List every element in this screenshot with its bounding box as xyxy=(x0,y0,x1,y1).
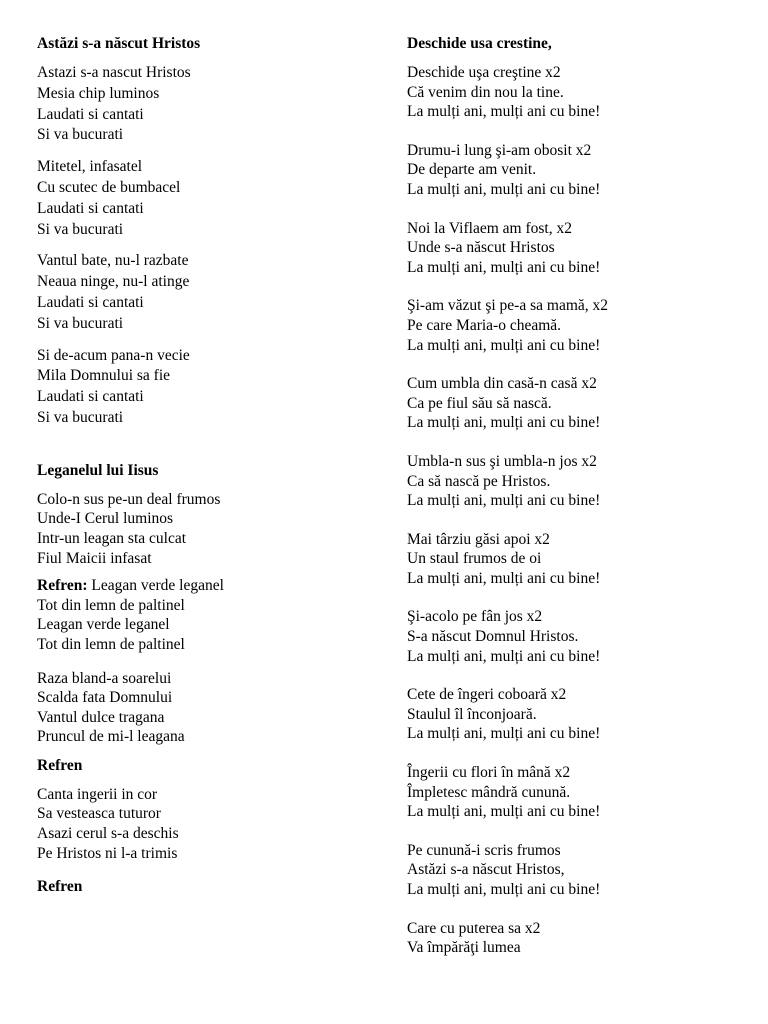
lyric-line: Cum umbla din casă-n casă x2 xyxy=(407,375,597,393)
right-column xyxy=(407,33,747,958)
lyric-line: Pe cunună-i scris frumos xyxy=(407,841,561,859)
lyric-line: Pruncul de mi-l leagana xyxy=(37,728,185,746)
lyric-line: Tot din lemn de paltinel xyxy=(37,596,185,614)
lyric-line: Neaua ninge, nu-l atinge xyxy=(37,273,190,291)
lyric-line: Că venim din nou la tine. xyxy=(407,83,564,101)
lyric-line: Cu scutec de bumbacel xyxy=(37,178,181,196)
stanza xyxy=(407,219,747,278)
lyric-line: Vantul bate, nu-l razbate xyxy=(37,252,189,270)
lyric-line: Tot din lemn de paltinel xyxy=(37,635,185,653)
stanza xyxy=(407,452,747,511)
lyric-line: La mulți ani, mulți ani cu bine! xyxy=(407,492,601,510)
lyric-line: Mai târziu găsi apoi x2 xyxy=(407,530,550,548)
stanza xyxy=(37,251,377,334)
lyric-line: De departe am venit. xyxy=(407,161,537,179)
stanza xyxy=(407,763,747,822)
lyric-line: Mesia chip luminos xyxy=(37,84,160,102)
lyric-line: Pe Hristos ni l-a trimis xyxy=(37,844,178,862)
lyric-line: Canta ingerii in cor xyxy=(37,785,158,803)
lyric-line: Scalda fata Domnului xyxy=(37,689,173,707)
stanza xyxy=(407,374,747,433)
lyric-line: Mitetel, infasatel xyxy=(37,158,143,176)
lyric-line: Laudati si cantati xyxy=(37,388,144,406)
stanza xyxy=(37,346,377,429)
lyric-line: Laudati si cantati xyxy=(37,293,144,311)
lyric-line: Si va bucurati xyxy=(37,314,124,332)
lyric-line: Ca să nască pe Hristos. xyxy=(407,472,551,490)
stanza xyxy=(407,141,747,200)
lyric-line: La mulți ani, mulți ani cu bine! xyxy=(407,881,601,898)
stanza xyxy=(407,919,747,958)
lyric-line: Leagan verde leganel xyxy=(37,616,170,634)
lyric-line: Ca pe fiul său să nască. xyxy=(407,394,552,412)
stanza xyxy=(37,669,377,747)
lyric-line: Drumu-i lung şi-am obosit x2 xyxy=(407,141,592,159)
stanza xyxy=(407,296,747,355)
stanza xyxy=(37,490,377,568)
lyric-line: La mulți ani, mulți ani cu bine! xyxy=(407,103,601,121)
lyric-line: Pe care Maria-o cheamă. xyxy=(407,316,562,334)
lyric-line: Intr-un leagan sta culcat xyxy=(37,529,187,547)
lyric-line: Noi la Viflaem am fost, x2 xyxy=(407,219,572,237)
song-title: Deschide usa crestine, xyxy=(407,35,552,52)
lyric-line: Si va bucurati xyxy=(37,220,124,238)
refrain xyxy=(37,576,377,654)
lyric-line: La mulți ani, mulți ani cu bine! xyxy=(407,569,601,587)
lyric-line: La mulți ani, mulți ani cu bine! xyxy=(407,180,601,198)
stanza xyxy=(407,685,747,744)
lyric-line: Raza bland-a soarelui xyxy=(37,669,172,687)
stanza xyxy=(407,530,747,589)
lyric-line: Mila Domnului sa fie xyxy=(37,367,171,385)
lyric-line: Cete de îngeri coboară x2 xyxy=(407,686,567,704)
lyric-line: Staulul îl înconjoară. xyxy=(407,705,537,723)
refrain-repeat: Refren xyxy=(37,878,83,896)
lyric-line: Colo-n sus pe-un deal frumos xyxy=(37,490,221,508)
lyric-line: Laudati si cantati xyxy=(37,199,144,217)
lyric-line: Deschide uşa creştine x2 xyxy=(407,64,561,81)
left-column xyxy=(37,33,377,897)
lyric-line: La mulți ani, mulți ani cu bine! xyxy=(407,414,601,432)
stanza xyxy=(37,63,377,146)
lyric-line: Si va bucurati xyxy=(37,408,124,426)
lyric-line: Asazi cerul s-a deschis xyxy=(37,825,179,843)
lyric-line: Leagan verde leganel xyxy=(91,577,224,595)
lyric-line: S-a născut Domnul Hristos. xyxy=(407,628,579,646)
stanza xyxy=(407,841,747,900)
lyric-line: Va împărăţi lumea xyxy=(407,939,521,957)
lyric-line: Unde s-a născut Hristos xyxy=(407,239,555,257)
lyric-line: Îngerii cu flori în mână x2 xyxy=(407,764,571,782)
stanza-list xyxy=(407,63,747,958)
lyric-line: Un staul frumos de oi xyxy=(407,550,542,568)
lyric-line: Astăzi s-a născut Hristos, xyxy=(407,861,565,879)
stanza xyxy=(37,157,377,240)
refrain-label: Refren: xyxy=(37,577,88,595)
lyric-line: Umbla-n sus şi umbla-n jos x2 xyxy=(407,452,597,470)
refrain-first-line xyxy=(37,576,377,596)
refrain-repeat: Refren xyxy=(37,756,83,774)
lyric-line: Laudati si cantati xyxy=(37,105,144,123)
song-title: Leganelul lui Iisus xyxy=(37,461,159,479)
lyric-line: Vantul dulce tragana xyxy=(37,708,165,726)
lyric-line: Sa vesteasca tuturor xyxy=(37,805,161,823)
lyric-line: La mulți ani, mulți ani cu bine! xyxy=(407,803,601,821)
lyric-line: Şi-acolo pe fân jos x2 xyxy=(407,608,543,626)
lyric-line: Astazi s-a nascut Hristos xyxy=(37,64,191,81)
stanza xyxy=(407,63,747,122)
stanza xyxy=(37,785,377,863)
lyric-line: La mulți ani, mulți ani cu bine! xyxy=(407,647,601,665)
lyric-line: Şi-am văzut şi pe-a sa mamă, x2 xyxy=(407,297,609,315)
stanza xyxy=(407,607,747,666)
lyric-line: Fiul Maicii infasat xyxy=(37,549,152,567)
lyric-line: Împletesc mândră cunună. xyxy=(407,783,571,801)
lyric-line: Si va bucurati xyxy=(37,126,124,144)
lyric-line: La mulți ani, mulți ani cu bine! xyxy=(407,725,601,743)
lyric-line: La mulți ani, mulți ani cu bine! xyxy=(407,336,601,354)
lyric-line: Care cu puterea sa x2 xyxy=(407,919,541,937)
lyric-line: Unde-I Cerul luminos xyxy=(37,510,174,528)
song-title: Astăzi s-a născut Hristos xyxy=(37,35,201,52)
lyric-line: La mulți ani, mulți ani cu bine! xyxy=(407,258,601,276)
lyric-line: Si de-acum pana-n vecie xyxy=(37,346,190,364)
